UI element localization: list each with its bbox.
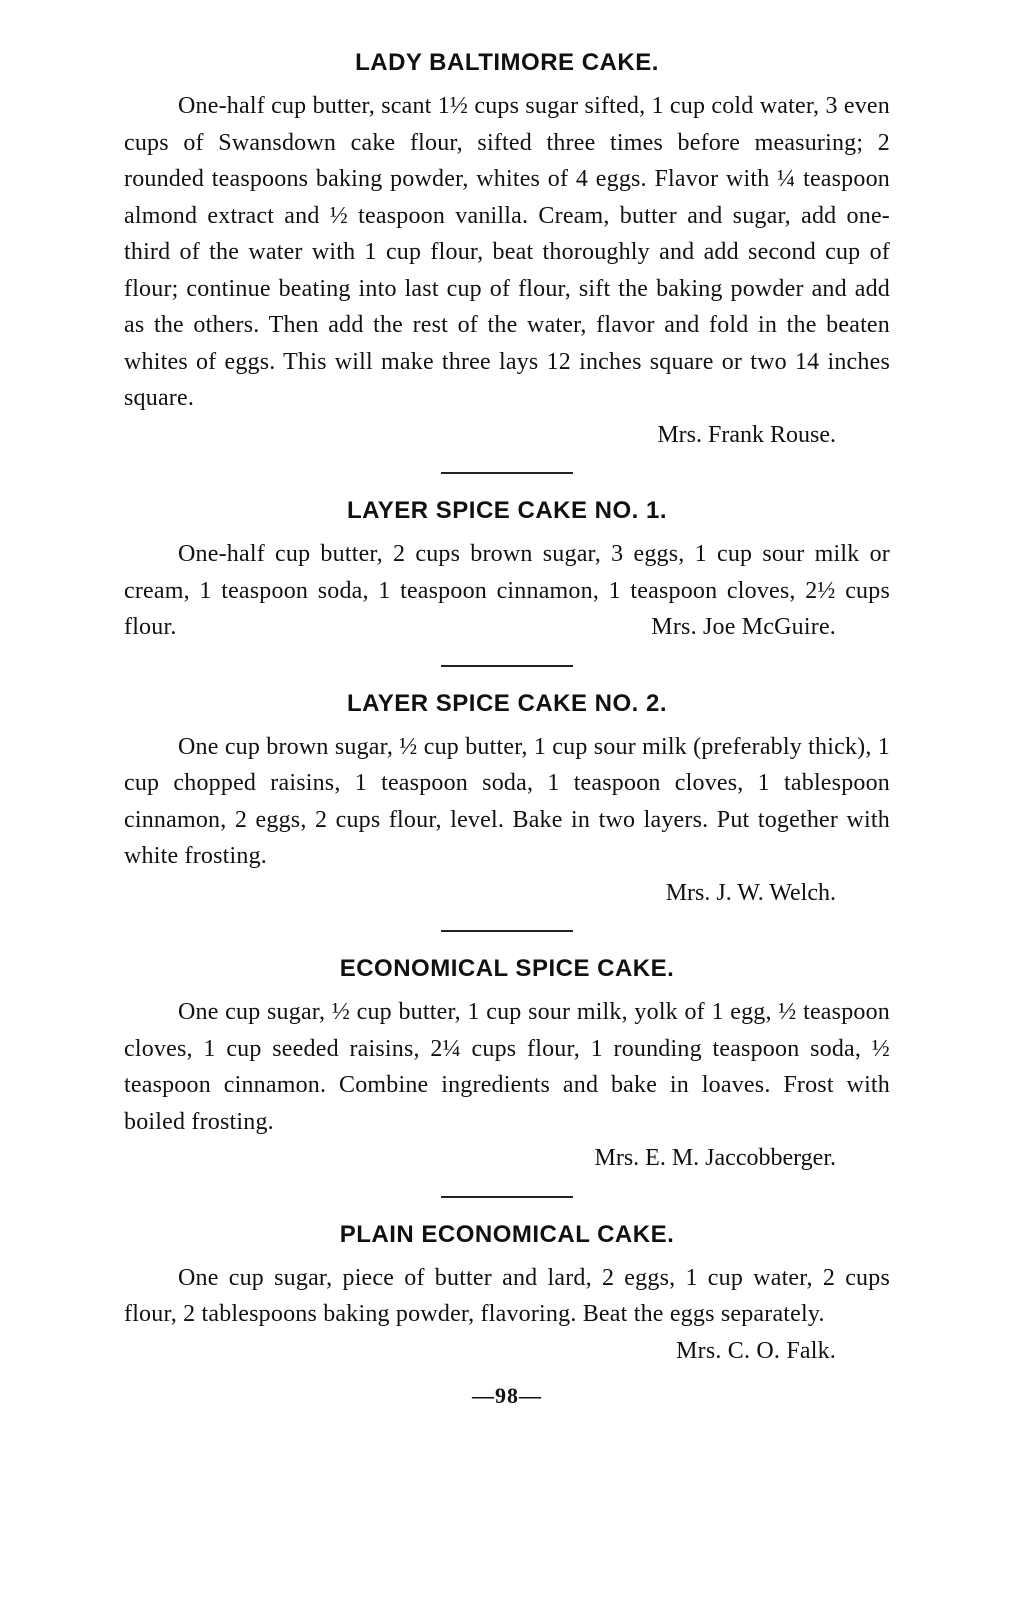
- recipe-layer-spice-cake-1: [124, 496, 890, 646]
- recipe-layer-spice-cake-2: [124, 689, 890, 912]
- recipe-plain-economical-cake: [124, 1220, 890, 1370]
- recipe-body: One-half cup butter, 2 cups brown sugar, 3 eggs, 1 cup sour milk or cream, 1 teaspoon soda, 1 teaspoon cinnamon, 1 teaspoon cloves, 2½ cups flour.: [124, 541, 890, 640]
- section-divider: [441, 472, 573, 474]
- recipe-title: ECONOMICAL SPICE CAKE.: [339, 955, 675, 982]
- recipe-body: One cup brown sugar, ½ cup butter, 1 cup sour milk (preferably thick), 1 cup chopped raisins, 1 teaspoon soda, 1 teaspoon cloves, 1 tablespoon cinnamon, 2 eggs, 2 cups flour, level. Bake in two layers. Put together with white frosting.: [124, 733, 890, 869]
- recipe-body: One-half cup butter, scant 1½ cups sugar sifted, 1 cup cold water, 3 even cups of Swansdown cake flour, sifted three times before measuring; 2 rounded teaspoons baking powder, whites of 4 eggs. Flavor with ¼ teaspoon almond extract and ½ teaspoon vanilla. Cream, butter and sugar, add one-third of the water with 1 cup flour, beat thoroughly and add second cup of flour; continue beating into last cup of flour, sift the baking powder and add as the others. Then add the rest of the water, flavor and fold in the beaten whites of eggs. This will make three lays 12 inches square or two 14 inches square.: [124, 93, 890, 411]
- book-page: [124, 48, 890, 1409]
- section-divider: [441, 665, 573, 667]
- recipe-body-with-signature: [124, 1260, 890, 1370]
- section-divider: [441, 930, 573, 932]
- recipe-signature: Mrs. Frank Rouse.: [657, 421, 836, 448]
- recipe-body: One cup sugar, piece of butter and lard, 2 eggs, 1 cup water, 2 cups flour, 2 tablespoons baking powder, flavoring. Beat the eggs separately.: [124, 1264, 890, 1327]
- recipe-signature: Mrs. Joe McGuire.: [651, 614, 836, 640]
- recipe-signature: Mrs. C. O. Falk.: [676, 1337, 836, 1364]
- recipe-lady-baltimore-cake: [124, 48, 890, 453]
- recipe-signature: Mrs. J. W. Welch.: [665, 879, 836, 906]
- recipe-economical-spice-cake: [124, 954, 890, 1177]
- recipe-body: One cup sugar, ½ cup butter, 1 cup sour milk, yolk of 1 egg, ½ teaspoon cloves, 1 cup seeded raisins, 2¼ cups flour, 1 rounding teaspoon soda, ½ teaspoon cinnamon. Combine ingredients and bake in loaves. Frost with boiled frosting.: [124, 999, 890, 1135]
- section-divider: [441, 1196, 573, 1198]
- recipe-signature: Mrs. E. M. Jaccobberger.: [594, 1145, 836, 1171]
- recipe-body-with-signature: [124, 536, 890, 646]
- recipe-title: LADY BALTIMORE CAKE.: [355, 49, 659, 76]
- page-number: —98—: [472, 1383, 542, 1408]
- recipe-title: LAYER SPICE CAKE NO. 1.: [346, 497, 668, 524]
- recipe-title: PLAIN ECONOMICAL CAKE.: [339, 1220, 675, 1248]
- recipe-title: LAYER SPICE CAKE NO. 2.: [346, 689, 668, 717]
